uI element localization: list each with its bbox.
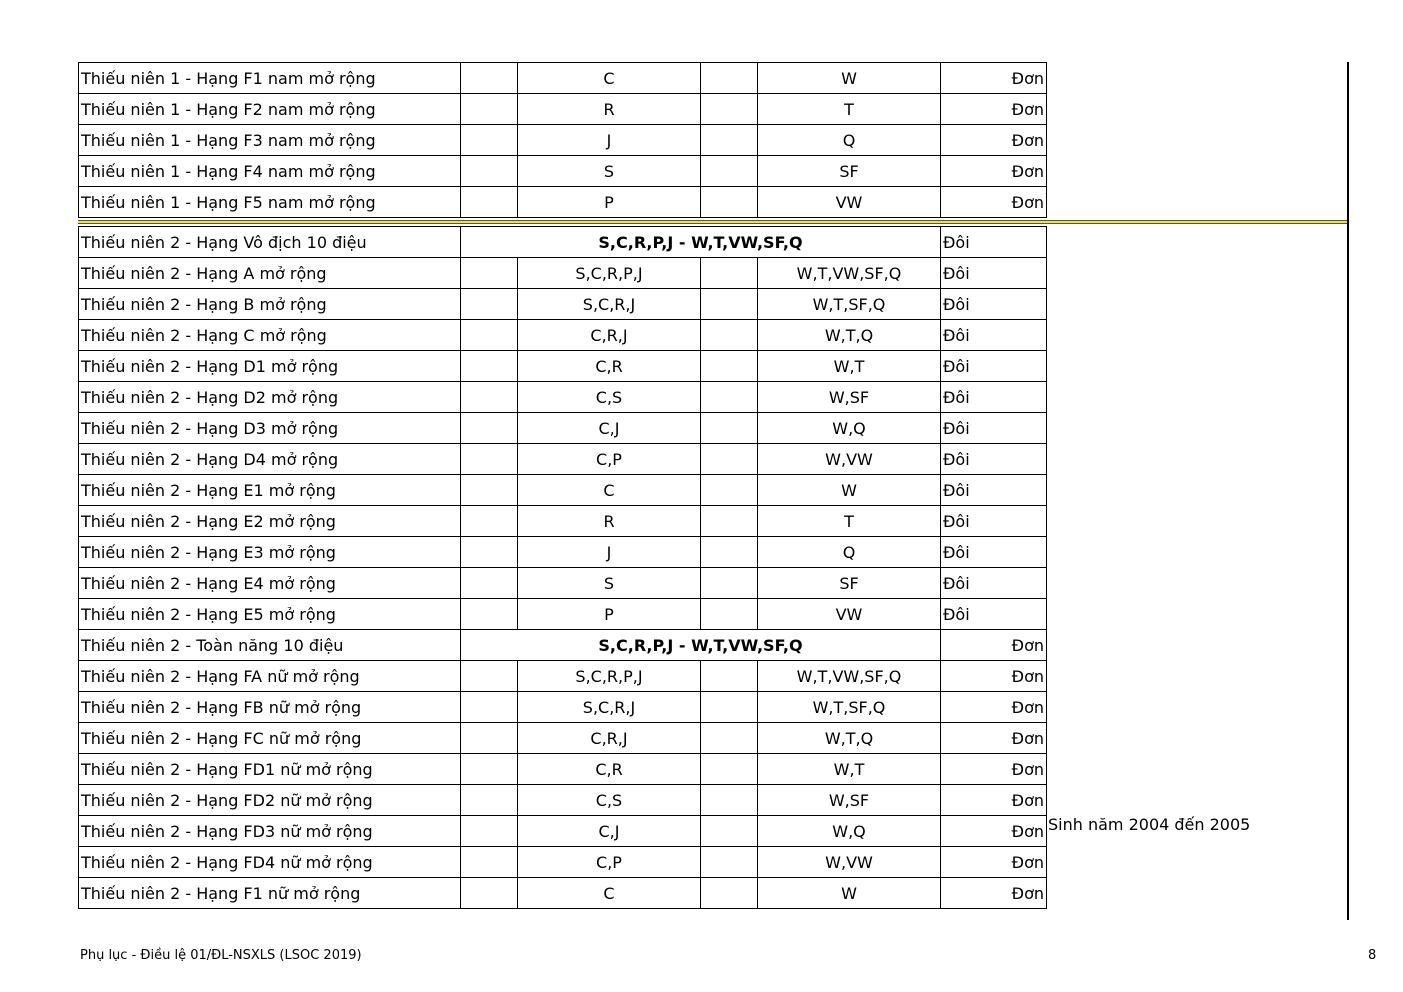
- table-row: [79, 351, 1047, 382]
- empty-cell: [461, 506, 518, 537]
- empty-cell: [701, 692, 758, 723]
- standard-dances: T: [758, 94, 941, 125]
- standard-dances: W,T,SF,Q: [758, 289, 941, 320]
- latin-dances: C,R: [518, 754, 701, 785]
- category-name: Thiếu niên 2 - Hạng FB nữ mở rộng: [79, 692, 461, 723]
- latin-dances: C,J: [518, 816, 701, 847]
- empty-cell: [701, 289, 758, 320]
- table-row: [79, 475, 1047, 506]
- empty-cell: [701, 599, 758, 630]
- category-name: Thiếu niên 2 - Hạng E2 mở rộng: [79, 506, 461, 537]
- age-note: Sinh năm 2004 đến 2005: [1048, 815, 1251, 834]
- entry-type: Đơn: [941, 156, 1047, 187]
- category-name: Thiếu niên 2 - Hạng E1 mở rộng: [79, 475, 461, 506]
- table-row: [79, 847, 1047, 878]
- category-name: Thiếu niên 1 - Hạng F3 nam mở rộng: [79, 125, 461, 156]
- table-row: [79, 878, 1047, 909]
- latin-dances: C,P: [518, 847, 701, 878]
- table-row: [79, 63, 1047, 94]
- table-row: [79, 816, 1047, 847]
- standard-dances: W,Q: [758, 413, 941, 444]
- table-row: [79, 537, 1047, 568]
- empty-cell: [701, 413, 758, 444]
- entry-type: Đôi: [941, 320, 1047, 351]
- standard-dances: SF: [758, 156, 941, 187]
- empty-cell: [701, 351, 758, 382]
- empty-cell: [701, 156, 758, 187]
- table-row: [79, 599, 1047, 630]
- standard-dances: W,VW: [758, 444, 941, 475]
- entry-type: Đơn: [941, 816, 1047, 847]
- standard-dances: W,T: [758, 754, 941, 785]
- empty-cell: [701, 63, 758, 94]
- entry-type: Đơn: [941, 63, 1047, 94]
- latin-dances: P: [518, 187, 701, 218]
- category-name: Thiếu niên 2 - Hạng D3 mở rộng: [79, 413, 461, 444]
- entry-type: Đôi: [941, 227, 1047, 258]
- empty-cell: [461, 723, 518, 754]
- latin-dances: C,S: [518, 382, 701, 413]
- empty-cell: [701, 568, 758, 599]
- table-row: [79, 630, 1047, 661]
- standard-dances: W: [758, 63, 941, 94]
- category-name: Thiếu niên 2 - Hạng FC nữ mở rộng: [79, 723, 461, 754]
- empty-cell: [461, 537, 518, 568]
- category-name: Thiếu niên 2 - Hạng A mở rộng: [79, 258, 461, 289]
- entry-type: Đôi: [941, 351, 1047, 382]
- table-row: [79, 125, 1047, 156]
- empty-cell: [461, 661, 518, 692]
- latin-dances: C,R,J: [518, 723, 701, 754]
- standard-dances: W,SF: [758, 382, 941, 413]
- category-name: Thiếu niên 2 - Hạng FD1 nữ mở rộng: [79, 754, 461, 785]
- standard-dances: W,T,VW,SF,Q: [758, 661, 941, 692]
- latin-dances: C: [518, 63, 701, 94]
- category-name: Thiếu niên 2 - Hạng E3 mở rộng: [79, 537, 461, 568]
- empty-cell: [461, 475, 518, 506]
- table-row: [79, 187, 1047, 218]
- standard-dances: VW: [758, 187, 941, 218]
- empty-cell: [461, 289, 518, 320]
- table-row: [79, 723, 1047, 754]
- latin-dances: C,R: [518, 351, 701, 382]
- empty-cell: [461, 156, 518, 187]
- table-row: [79, 568, 1047, 599]
- category-name: Thiếu niên 2 - Hạng C mở rộng: [79, 320, 461, 351]
- latin-dances: C,R,J: [518, 320, 701, 351]
- latin-dances: S,C,R,P,J: [518, 661, 701, 692]
- empty-cell: [461, 94, 518, 125]
- standard-dances: W,T,SF,Q: [758, 692, 941, 723]
- category-table-junior-2: [78, 226, 1047, 909]
- empty-cell: [461, 444, 518, 475]
- entry-type: Đơn: [941, 878, 1047, 909]
- empty-cell: [461, 125, 518, 156]
- category-name: Thiếu niên 2 - Hạng D1 mở rộng: [79, 351, 461, 382]
- empty-cell: [701, 475, 758, 506]
- entry-type: Đơn: [941, 187, 1047, 218]
- entry-type: Đôi: [941, 568, 1047, 599]
- category-name: Thiếu niên 2 - Hạng F1 nữ mở rộng: [79, 878, 461, 909]
- standard-dances: W,T,Q: [758, 320, 941, 351]
- empty-cell: [701, 94, 758, 125]
- table-row: [79, 227, 1047, 258]
- latin-dances: S: [518, 156, 701, 187]
- empty-cell: [461, 847, 518, 878]
- entry-type: Đơn: [941, 630, 1047, 661]
- table-row: [79, 506, 1047, 537]
- empty-cell: [461, 351, 518, 382]
- table-row: [79, 258, 1047, 289]
- entry-type: Đôi: [941, 506, 1047, 537]
- empty-cell: [701, 382, 758, 413]
- page-right-border: [1347, 62, 1349, 920]
- category-name: Thiếu niên 1 - Hạng F4 nam mở rộng: [79, 156, 461, 187]
- empty-cell: [701, 444, 758, 475]
- empty-cell: [701, 816, 758, 847]
- category-name: Thiếu niên 2 - Hạng E4 mở rộng: [79, 568, 461, 599]
- category-name: Thiếu niên 2 - Hạng FD3 nữ mở rộng: [79, 816, 461, 847]
- empty-cell: [461, 754, 518, 785]
- entry-type: Đơn: [941, 125, 1047, 156]
- standard-dances: W: [758, 878, 941, 909]
- entry-type: Đôi: [941, 413, 1047, 444]
- standard-dances: VW: [758, 599, 941, 630]
- latin-dances: C: [518, 475, 701, 506]
- empty-cell: [461, 568, 518, 599]
- entry-type: Đơn: [941, 754, 1047, 785]
- empty-cell: [461, 413, 518, 444]
- category-table-junior-1: [78, 62, 1047, 218]
- latin-dances: P: [518, 599, 701, 630]
- entry-type: Đôi: [941, 382, 1047, 413]
- category-name: Thiếu niên 2 - Hạng FD4 nữ mở rộng: [79, 847, 461, 878]
- category-name: Thiếu niên 2 - Hạng D4 mở rộng: [79, 444, 461, 475]
- empty-cell: [701, 258, 758, 289]
- empty-cell: [461, 320, 518, 351]
- latin-dances: C,J: [518, 413, 701, 444]
- table-row: [79, 289, 1047, 320]
- empty-cell: [701, 878, 758, 909]
- table-row: [79, 444, 1047, 475]
- category-name: Thiếu niên 2 - Hạng FA nữ mở rộng: [79, 661, 461, 692]
- empty-cell: [701, 723, 758, 754]
- standard-dances: T: [758, 506, 941, 537]
- empty-cell: [701, 125, 758, 156]
- table-row: [79, 692, 1047, 723]
- entry-type: Đơn: [941, 785, 1047, 816]
- empty-cell: [461, 382, 518, 413]
- entry-type: Đôi: [941, 258, 1047, 289]
- entry-type: Đôi: [941, 475, 1047, 506]
- standard-dances: W,SF: [758, 785, 941, 816]
- category-name: Thiếu niên 2 - Hạng E5 mở rộng: [79, 599, 461, 630]
- table-row: [79, 785, 1047, 816]
- standard-dances: W,T,VW,SF,Q: [758, 258, 941, 289]
- standard-dances: W: [758, 475, 941, 506]
- empty-cell: [701, 537, 758, 568]
- empty-cell: [461, 63, 518, 94]
- standard-dances: W,T,Q: [758, 723, 941, 754]
- empty-cell: [461, 785, 518, 816]
- group-separator: [78, 220, 1348, 224]
- entry-type: Đôi: [941, 599, 1047, 630]
- latin-dances: S,C,R,J: [518, 289, 701, 320]
- category-name: Thiếu niên 2 - Hạng Vô địch 10 điệu: [79, 227, 461, 258]
- empty-cell: [461, 692, 518, 723]
- latin-dances: C,S: [518, 785, 701, 816]
- standard-dances: W,Q: [758, 816, 941, 847]
- category-name: Thiếu niên 1 - Hạng F2 nam mở rộng: [79, 94, 461, 125]
- entry-type: Đơn: [941, 847, 1047, 878]
- category-name: Thiếu niên 1 - Hạng F5 nam mở rộng: [79, 187, 461, 218]
- table-row: [79, 320, 1047, 351]
- empty-cell: [461, 599, 518, 630]
- table-row: [79, 94, 1047, 125]
- dance-list-merged: S,C,R,P,J - W,T,VW,SF,Q: [461, 227, 941, 258]
- entry-type: Đơn: [941, 661, 1047, 692]
- latin-dances: R: [518, 94, 701, 125]
- standard-dances: Q: [758, 125, 941, 156]
- table-row: [79, 382, 1047, 413]
- category-name: Thiếu niên 1 - Hạng F1 nam mở rộng: [79, 63, 461, 94]
- empty-cell: [701, 320, 758, 351]
- standard-dances: Q: [758, 537, 941, 568]
- footer-text: Phụ lục - Điều lệ 01/ĐL-NSXLS (LSOC 2019): [80, 948, 362, 963]
- empty-cell: [461, 187, 518, 218]
- entry-type: Đôi: [941, 537, 1047, 568]
- empty-cell: [461, 878, 518, 909]
- category-name: Thiếu niên 2 - Toàn năng 10 điệu: [79, 630, 461, 661]
- entry-type: Đôi: [941, 444, 1047, 475]
- latin-dances: S: [518, 568, 701, 599]
- empty-cell: [701, 506, 758, 537]
- entry-type: Đơn: [941, 723, 1047, 754]
- empty-cell: [701, 187, 758, 218]
- table-row: [79, 413, 1047, 444]
- page-number: 8: [1368, 948, 1377, 963]
- latin-dances: R: [518, 506, 701, 537]
- empty-cell: [701, 847, 758, 878]
- dance-list-merged: S,C,R,P,J - W,T,VW,SF,Q: [461, 630, 941, 661]
- category-name: Thiếu niên 2 - Hạng FD2 nữ mở rộng: [79, 785, 461, 816]
- category-name: Thiếu niên 2 - Hạng B mở rộng: [79, 289, 461, 320]
- empty-cell: [461, 816, 518, 847]
- entry-type: Đơn: [941, 94, 1047, 125]
- latin-dances: C,P: [518, 444, 701, 475]
- empty-cell: [701, 785, 758, 816]
- standard-dances: W,T: [758, 351, 941, 382]
- standard-dances: SF: [758, 568, 941, 599]
- empty-cell: [461, 258, 518, 289]
- empty-cell: [701, 754, 758, 785]
- entry-type: Đôi: [941, 289, 1047, 320]
- entry-type: Đơn: [941, 692, 1047, 723]
- standard-dances: W,VW: [758, 847, 941, 878]
- latin-dances: J: [518, 125, 701, 156]
- table-row: [79, 156, 1047, 187]
- table-row: [79, 754, 1047, 785]
- latin-dances: S,C,R,J: [518, 692, 701, 723]
- table-row: [79, 661, 1047, 692]
- category-name: Thiếu niên 2 - Hạng D2 mở rộng: [79, 382, 461, 413]
- empty-cell: [701, 661, 758, 692]
- latin-dances: S,C,R,P,J: [518, 258, 701, 289]
- latin-dances: C: [518, 878, 701, 909]
- latin-dances: J: [518, 537, 701, 568]
